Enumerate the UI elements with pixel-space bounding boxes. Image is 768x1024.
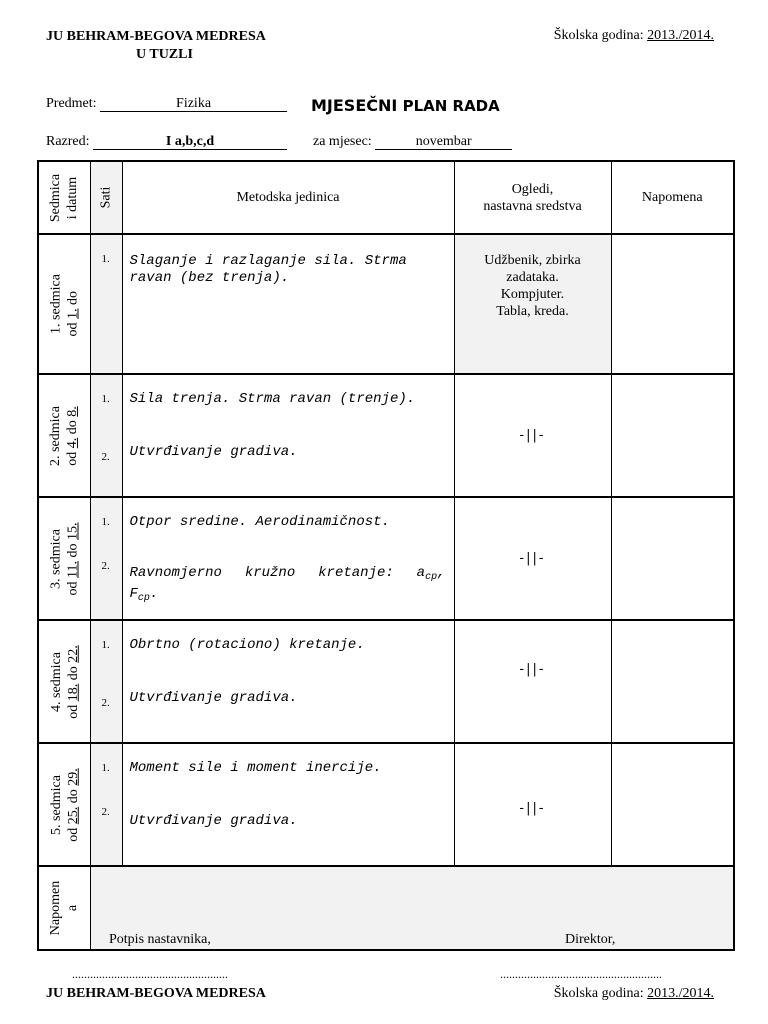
title-part1: MJESEČNI [311,96,398,115]
week-4-od-label: od [65,704,81,719]
week-1-hours [90,234,122,374]
ditto-mark: -||- [519,801,546,816]
week-1-ogledi [454,234,611,374]
subscript: cp [137,593,150,604]
week-1-do-label: do [65,291,81,305]
page-title [311,96,500,115]
school-year-label: Školska godina: [553,28,644,43]
razred-field [46,134,287,150]
week-3-units [122,497,454,620]
week-3-ogledi [454,497,611,620]
ogledi-line: Tabla, kreda. [496,304,569,319]
razred-label: Razred: [46,134,90,149]
unit-text: Obrtno (rotaciono) kretanje. [129,637,365,653]
hour-label: 2. [101,560,110,572]
teacher-signature-label: Potpis nastavnika, [109,932,211,947]
unit-text: Sila trenja. Strma ravan (trenje). [129,391,416,407]
mjesec-value: novembar [375,134,512,150]
week-2-ogledi [454,374,611,497]
week-1-napomena [611,234,734,374]
predmet-label: Predmet: [46,96,97,111]
week-5-units [122,743,454,866]
footer-year-label: Školska godina: [553,986,644,1001]
week-row-3 [38,497,734,620]
week-5-od: 25. [65,806,81,824]
week-4-napomena [611,620,734,743]
unit-text: Otpor sredine. Aerodinamičnost. [129,514,390,530]
hour-label: 2. [101,806,110,818]
unit-text: F [129,586,138,602]
week-2-date-cell [38,374,90,497]
hour-label: 1. [101,639,110,651]
week-4-ogledi [454,620,611,743]
week-3-od: 11. [65,560,81,578]
unit-punct: . [149,586,159,602]
hour-label: 1. [101,762,110,774]
week-3-od-label: od [65,580,81,595]
week-2-napomena [611,374,734,497]
unit-text: Utvrđivanje gradiva. [129,690,298,706]
ditto-mark: -||- [519,551,546,566]
header-ogledi-line2: nastavna sredstva [483,198,582,214]
week-3-do-label: do [65,543,81,558]
footer-school-name: JU BEHRAM-BEGOVA MEDRESA [46,986,266,1001]
week-4-label: 4. sedmica [48,651,64,712]
school-year-value: 2013./2014. [647,28,714,43]
week-5-label: 5. sedmica [48,774,64,835]
week-4-do-label: do [65,665,81,680]
ditto-mark: -||- [519,662,546,677]
ogledi-line: Kompjuter. [500,287,565,302]
week-5-napomena [611,743,734,866]
header-ogledi-line1: Ogledi, [511,181,554,197]
week-3-hours [90,497,122,620]
week-4-do: 22. [65,644,81,663]
school-name-line2: U TUZLI [136,47,193,62]
unit-punct: , [437,565,446,581]
napomena-row-line1: Napomen [48,880,64,936]
header-ogledi [454,161,611,234]
week-1-date-cell [38,234,90,374]
week-4-hours [90,620,122,743]
week-3-napomena [611,497,734,620]
napomena-row-line2: a [65,904,81,912]
week-4-units [122,620,454,743]
week-2-od-label: od [65,451,81,466]
predmet-value: Fizika [100,96,287,112]
unit-text: Moment sile i moment inercije. [129,760,382,776]
unit-text: Utvrđivanje gradiva. [129,444,298,460]
school-year [554,28,714,44]
header-metodska: Metodska jedinica [122,161,454,234]
week-5-date-cell [38,743,90,866]
week-2-do-label: do [65,419,81,434]
ogledi-line: Udžbenik, zbirka [484,253,581,268]
week-3-label: 3. sedmica [48,528,64,589]
table-header-row [38,161,734,234]
week-row-1 [38,234,734,374]
footer-school-year [554,986,714,1002]
razred-value: I a,b,c,d [93,134,287,150]
school-name [46,28,266,64]
predmet-field [46,96,287,112]
week-1-units [122,234,454,374]
week-3-do: 15. [65,522,81,540]
hour-label: 1. [101,253,110,265]
week-3-date-cell [38,497,90,620]
director-signature-label: Direktor, [565,932,616,947]
week-row-4 [38,620,734,743]
week-2-hours [90,374,122,497]
week-row-2 [38,374,734,497]
ogledi-line: zadataka. [506,270,559,285]
plan-table [37,160,735,951]
week-1-od-label: od [65,322,81,337]
mjesec-label: za mjesec: [313,134,372,149]
week-4-od: 18. [65,683,81,701]
mjesec-field [313,134,512,150]
week-1-od: 1. [65,308,81,319]
header-sati-label: Sati [98,186,114,209]
header-napomena: Napomena [611,161,734,234]
footer-year-value: 2013./2014. [647,986,714,1001]
ditto-mark: -||- [519,428,546,443]
week-5-do: 29. [65,767,81,786]
week-5-do-label: do [65,788,81,803]
hour-label: 2. [101,697,110,709]
week-2-label: 2. sedmica [48,405,64,466]
week-5-ogledi [454,743,611,866]
week-1-label: 1. sedmica [48,274,64,334]
week-5-od-label: od [65,827,81,842]
unit-text: Slaganje i razlaganje sila. Strma ravan (bez trenja). [129,253,407,286]
week-2-do: 8. [65,405,81,417]
subscript: cp [425,572,438,583]
header-sati [90,161,122,234]
header-sedmica-line1: Sedmica [48,173,64,222]
unit-text: Utvrđivanje gradiva. [129,813,298,829]
director-signature-line: ...................................................... [500,967,662,981]
hour-label: 1. [101,393,110,405]
teacher-signature-line: .................................................... [72,967,228,981]
unit-text: Ravnomjerno kružno kretanje: a [129,565,426,581]
napomena-row-label-cell [38,866,90,950]
week-row-5 [38,743,734,866]
header-sedmica [38,161,90,234]
title-part2: PLAN RADA [402,97,500,115]
hour-label: 1. [101,516,110,528]
week-4-date-cell [38,620,90,743]
week-5-hours [90,743,122,866]
unit-text-kruzno [130,565,446,607]
school-name-line1: JU BEHRAM-BEGOVA MEDRESA [46,29,266,44]
header-sedmica-line2: i datum [65,176,81,219]
week-2-od: 4. [65,437,81,448]
week-2-units [122,374,454,497]
hour-label: 2. [101,451,110,463]
